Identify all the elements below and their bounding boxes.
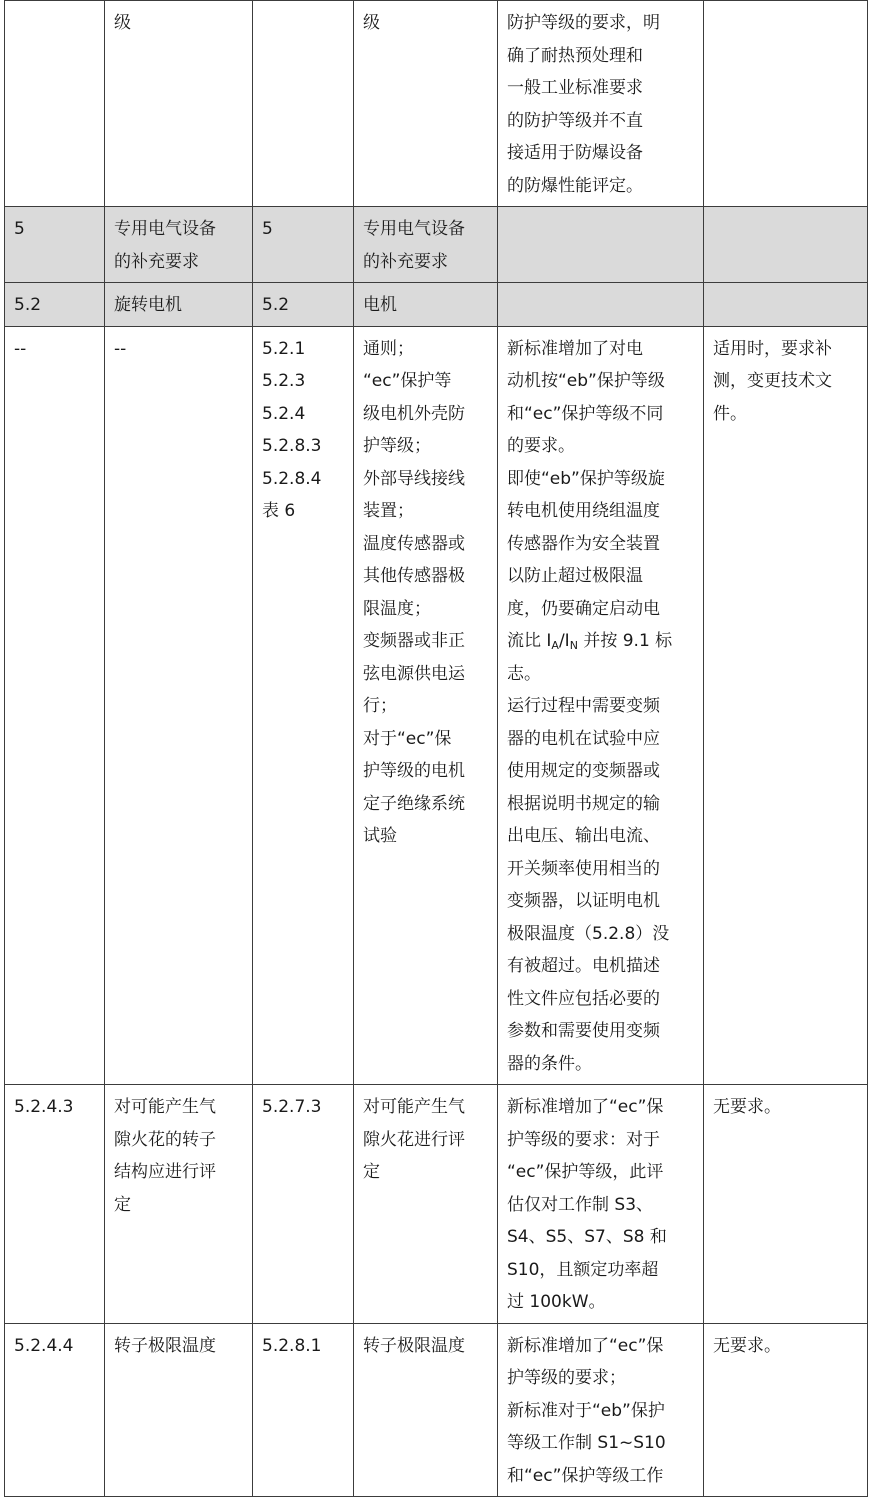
table-row: [5, 207, 868, 283]
cell-line: 有被超过。电机描述: [507, 956, 660, 976]
cell-line: 测，变更技术文: [713, 371, 832, 391]
new-clause-cell: [253, 207, 354, 283]
cell-line: 的要求。: [507, 436, 575, 456]
cell-line: 表 6: [262, 501, 296, 521]
cell-line: “ec”保护等: [363, 371, 452, 391]
cell-line: 适用时，要求补: [713, 338, 832, 359]
cell-line: 结构应进行评: [114, 1162, 216, 1182]
cell-line: 流比 $I_A/I_N$ 并按 9.1 标: [507, 631, 673, 652]
cell-line: 定: [363, 1162, 380, 1182]
cell-line: S10，且额定功率超: [507, 1259, 659, 1280]
cell-line: 性文件应包括必要的: [507, 988, 660, 1009]
old-title-cell: [105, 1, 253, 207]
cell-line: 隙火花的转子: [114, 1129, 216, 1150]
cell-line: 装置；: [363, 501, 414, 521]
new-title-cell: [354, 1, 498, 207]
cell-line: 转电机使用绕组温度: [507, 501, 660, 521]
cell-line: 5.2.4: [262, 403, 306, 424]
comparison-table: [4, 0, 868, 1497]
cell-line: 专用电气设备: [363, 219, 465, 239]
cell-line: 极限温度（5.2.8）没: [507, 923, 670, 944]
table-row: [5, 1, 868, 207]
cell-line: 对可能产生气: [363, 1097, 465, 1117]
cell-line: 级: [363, 13, 380, 33]
requirement-cell: [704, 326, 868, 1085]
cell-line: 新标准增加了“ec”保: [507, 1335, 664, 1356]
cell-line: 新标准增加了“ec”保: [507, 1097, 664, 1117]
cell-line: 件。: [713, 403, 747, 424]
cell-line: 运行过程中需要变频: [507, 696, 660, 716]
old-clause-cell: [5, 1, 105, 207]
old-clause-cell: [5, 1085, 105, 1324]
old-title-cell: [105, 1323, 253, 1497]
cell-line: --: [114, 338, 127, 359]
cell-line: 新标准对于“eb”保护: [507, 1400, 665, 1421]
cell-line: 新标准增加了对电: [507, 338, 643, 359]
new-clause-cell: [253, 326, 354, 1085]
cell-line: 对于“ec”保: [363, 728, 452, 749]
cell-line: “ec”保护等级，此评: [507, 1162, 664, 1182]
change-description-cell: [498, 283, 704, 327]
cell-line: 护等级；: [363, 436, 431, 456]
change-description-cell: [498, 1, 704, 207]
cell-line: 护等级的要求；: [507, 1368, 626, 1388]
cell-line: 行；: [363, 696, 397, 716]
cell-line: 5.2.4.3: [14, 1097, 74, 1117]
cell-line: 一般工业标准要求: [507, 78, 643, 98]
cell-line: 过 100kW。: [507, 1292, 606, 1312]
cell-line: 动机按“eb”保护等级: [507, 371, 665, 391]
new-title-cell: [354, 1085, 498, 1324]
cell-line: 5.2.8.3: [262, 436, 322, 456]
cell-line: 无要求。: [713, 1335, 781, 1356]
cell-line: 出电压、输出电流、: [507, 826, 660, 846]
cell-line: 5.2: [262, 295, 290, 315]
cell-line: 定: [114, 1194, 131, 1215]
cell-line: 的补充要求: [114, 251, 199, 272]
requirement-cell: [704, 283, 868, 327]
cell-line: 和“ec”保护等级工作: [507, 1465, 664, 1486]
old-clause-cell: [5, 326, 105, 1085]
cell-line: 开关频率使用相当的: [507, 858, 660, 879]
cell-line: 防护等级的要求，明: [507, 13, 660, 33]
old-title-cell: [105, 207, 253, 283]
cell-line: 和“ec”保护等级不同: [507, 403, 664, 424]
new-clause-cell: [253, 1323, 354, 1497]
change-description-cell: [498, 326, 704, 1085]
cell-line: 对可能产生气: [114, 1097, 216, 1117]
cell-line: 5: [14, 219, 25, 239]
cell-line: 等级工作制 S1~S10: [507, 1433, 666, 1453]
cell-line: 的补充要求: [363, 251, 448, 272]
requirement-cell: [704, 1323, 868, 1497]
cell-line: 电机: [363, 295, 397, 315]
change-description-cell: [498, 207, 704, 283]
cell-line: 变频器，以证明电机: [507, 891, 660, 911]
cell-line: 变频器或非正: [363, 631, 465, 651]
cell-line: 专用电气设备: [114, 219, 216, 239]
requirement-cell: [704, 1085, 868, 1324]
cell-line: 5.2.4.4: [14, 1335, 74, 1356]
new-title-cell: [354, 326, 498, 1085]
cell-line: 器的电机在试验中应: [507, 728, 660, 749]
old-title-cell: [105, 283, 253, 327]
cell-line: 试验: [363, 826, 397, 846]
cell-line: 通则；: [363, 338, 414, 359]
old-title-cell: [105, 1085, 253, 1324]
new-title-cell: [354, 207, 498, 283]
cell-line: 弦电源供电运: [363, 663, 465, 684]
old-clause-cell: [5, 1323, 105, 1497]
cell-line: 接适用于防爆设备: [507, 143, 643, 163]
table-row: [5, 283, 868, 327]
old-clause-cell: [5, 207, 105, 283]
cell-line: 度，仍要确定启动电: [507, 598, 660, 619]
new-title-cell: [354, 283, 498, 327]
cell-line: 即使“eb”保护等级旋: [507, 468, 665, 489]
cell-line: 志。: [507, 663, 541, 684]
change-description-cell: [498, 1085, 704, 1324]
cell-line: 无要求。: [713, 1097, 781, 1117]
cell-line: 5.2.1: [262, 338, 306, 359]
cell-line: 5.2.3: [262, 371, 306, 391]
cell-line: 的防护等级并不直: [507, 110, 643, 131]
cell-line: 隙火花进行评: [363, 1129, 465, 1150]
new-clause-cell: [253, 283, 354, 327]
cell-line: 定子绝缘系统: [363, 793, 465, 814]
cell-line: 5.2: [14, 295, 42, 315]
cell-line: 转子极限温度: [363, 1335, 465, 1356]
requirement-cell: [704, 1, 868, 207]
cell-line: 级电机外壳防: [363, 403, 465, 424]
cell-line: 转子极限温度: [114, 1335, 216, 1356]
new-clause-cell: [253, 1, 354, 207]
table-row: [5, 326, 868, 1085]
cell-line: 限温度；: [363, 598, 431, 619]
cell-line: 估仅对工作制 S3、: [507, 1194, 654, 1215]
cell-line: 温度传感器或: [363, 533, 465, 554]
cell-line: 使用规定的变频器或: [507, 761, 660, 781]
requirement-cell: [704, 207, 868, 283]
cell-line: 5: [262, 219, 273, 239]
cell-line: 护等级的电机: [363, 761, 465, 781]
cell-line: 5.2.8.1: [262, 1335, 322, 1356]
new-clause-cell: [253, 1085, 354, 1324]
cell-line: 护等级的要求：对于: [507, 1129, 660, 1150]
cell-line: 器的条件。: [507, 1053, 592, 1074]
table-row: [5, 1323, 868, 1497]
cell-line: 5.2.7.3: [262, 1097, 322, 1117]
old-title-cell: [105, 326, 253, 1085]
cell-line: 根据说明书规定的输: [507, 793, 660, 814]
cell-line: 外部导线接线: [363, 468, 465, 489]
new-title-cell: [354, 1323, 498, 1497]
change-description-cell: [498, 1323, 704, 1497]
cell-line: 参数和需要使用变频: [507, 1021, 660, 1041]
cell-line: S4、S5、S7、S8 和: [507, 1227, 667, 1247]
cell-line: 以防止超过极限温: [507, 566, 643, 586]
cell-line: 的防爆性能评定。: [507, 175, 643, 196]
old-clause-cell: [5, 283, 105, 327]
cell-line: 5.2.8.4: [262, 468, 322, 489]
cell-line: --: [14, 338, 27, 359]
cell-line: 旋转电机: [114, 295, 182, 315]
table-row: [5, 1085, 868, 1324]
cell-line: 确了耐热预处理和: [507, 45, 643, 66]
cell-line: 传感器作为安全装置: [507, 533, 660, 554]
cell-line: 级: [114, 13, 131, 33]
cell-line: 其他传感器极: [363, 566, 465, 586]
